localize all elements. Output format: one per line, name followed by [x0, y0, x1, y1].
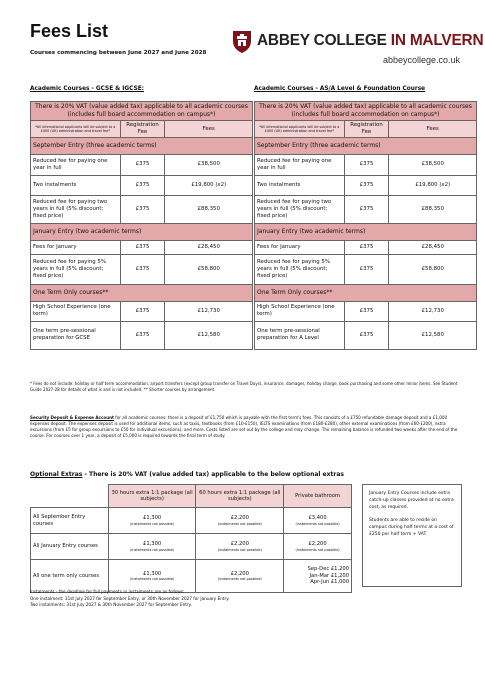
row-reg: £375 [120, 175, 165, 195]
col-registration: Registration Fee [344, 121, 389, 138]
price: £2,200 [230, 541, 249, 548]
instalments-one: One instalment: 31st July 2027 for September Entry, or 30th November 2027 for January Entry. [30, 595, 230, 601]
row-fee: £58,800 [165, 254, 253, 284]
table-row [255, 321, 477, 349]
section-row [31, 284, 253, 301]
table-row [31, 240, 253, 254]
info-january-catchup: January Entry Courses include extra catch-up classes provided at no extra cost, as required. [369, 491, 454, 511]
row-reg: £375 [120, 154, 165, 175]
logo-wordmark-primary: ABBEY COLLEGE [257, 32, 391, 49]
row-label: Reduced fee for paying two years in full (5% discount; fixed price) [255, 195, 345, 223]
row-fee: £58,800 [389, 254, 477, 284]
column-header-row [31, 485, 352, 508]
price-note: (instalments not possible) [217, 521, 262, 526]
empty-cell [31, 485, 109, 508]
optional-extras-label: Optional Extras [30, 471, 83, 478]
price-note: (instalments not possible) [130, 547, 175, 552]
col-fees: Fees [389, 121, 477, 138]
sept-entry-heading: September Entry (three academic terms) [255, 137, 477, 154]
table-row [255, 254, 477, 284]
row-reg: £375 [344, 321, 389, 349]
fees-footnote: * Fees do not include: holiday or half term accommodation, airport transfers (except group transfer on Travel Days), insurance, damages, holiday charge, book purchasing and some other minor items. See Student Guide 2027-28 for details of what is and is not included. ** Shorter courses by arrangement. [30, 381, 458, 392]
deposit-paragraph [30, 415, 462, 440]
cell [108, 560, 196, 593]
table-row [31, 175, 253, 195]
logo-wordmark [257, 32, 483, 50]
one-term-heading: One Term Only courses** [31, 284, 253, 301]
row-label: One term pre-sessional preparation for A Level [255, 321, 345, 349]
col-fees: Fees [165, 121, 253, 138]
row-reg: £375 [344, 175, 389, 195]
vat-notice-row [255, 102, 477, 121]
row-label: All September Entry courses [31, 508, 109, 534]
row-fee: £28,450 [165, 240, 253, 254]
table-row [31, 321, 253, 349]
term-price: Sep-Dec £1,200 [307, 566, 349, 573]
row-fee: £12,580 [165, 321, 253, 349]
crest-icon [230, 28, 254, 54]
optional-extras-vat: - There is 20% VAT (value added tax) applicable to the below optional extras [82, 471, 344, 478]
admin-fee-note: *All international applicants will be subject to a £400 (UK) administration and travel fee* [255, 121, 345, 138]
row-label: All January Entry courses [31, 534, 109, 560]
price: £1,300 [143, 515, 162, 522]
row-fee: £19,800 (x2) [165, 175, 253, 195]
vat-notice-sub: (includes full board accommodation on campus*) [291, 111, 440, 119]
section-row [255, 137, 477, 154]
col-registration: Registration Fee [120, 121, 165, 138]
instalments-heading: Instalments - the deadline for full payments in instalments are as follows: [30, 589, 185, 594]
section-row [255, 223, 477, 240]
vat-notice: There is 20% VAT (value added tax) applicable to all academic courses [259, 103, 472, 110]
instalments-two: Two instalments: 31st July 2027 & 30th November 2027 for September Entry. [30, 602, 192, 608]
cell [196, 560, 284, 593]
row-label: All one term only courses [31, 560, 109, 593]
row-reg: £375 [120, 321, 165, 349]
section-row [31, 223, 253, 240]
cell [196, 534, 284, 560]
alevel-heading: Academic Courses - AS/A Level & Foundation Course [254, 86, 426, 92]
table-row [31, 301, 253, 321]
row-fee: £12,730 [165, 301, 253, 321]
row-label: High School Experience (one term) [31, 301, 121, 321]
price: £1,300 [143, 541, 162, 548]
price-note: (instalments not possible) [217, 577, 262, 582]
column-header-row [31, 121, 253, 138]
alevel-fees-table [254, 101, 477, 350]
row-label: High School Experience (one term) [255, 301, 345, 321]
price: £2,200 [230, 570, 249, 577]
price: £3,400 [308, 515, 327, 522]
optional-extras-heading [30, 471, 344, 478]
section-row [31, 137, 253, 154]
info-half-term-stay: Students are able to reside on campus during half terms at a cost of £250 per half term + VAT. [369, 517, 454, 537]
sept-entry-heading: September Entry (three academic terms) [31, 137, 253, 154]
table-row [31, 508, 352, 534]
cell [284, 508, 352, 534]
cell [108, 534, 196, 560]
row-reg: £375 [120, 254, 165, 284]
col-30-hours: 30 hours extra 1:1 package (all subjects) [108, 485, 196, 508]
cell [108, 508, 196, 534]
row-reg: £375 [120, 195, 165, 223]
instalments-info [30, 589, 360, 609]
row-reg: £375 [344, 301, 389, 321]
cell [196, 508, 284, 534]
optional-extras-table [30, 484, 352, 593]
row-label: Two instalments [31, 175, 121, 195]
vat-notice: There is 20% VAT (value added tax) applicable to all academic courses [35, 103, 248, 110]
row-reg: £375 [344, 254, 389, 284]
row-label: Fees for January [31, 240, 121, 254]
row-label: Reduced fee for paying two years in full (5% discount; fixed price) [31, 195, 121, 223]
row-label: One term pre-sessional preparation for GCSE [31, 321, 121, 349]
vat-notice-row [31, 102, 253, 121]
table-row [31, 195, 253, 223]
table-row [255, 154, 477, 175]
info-box [362, 484, 462, 587]
row-fee: £38,500 [165, 154, 253, 175]
college-logo [230, 28, 484, 68]
deposit-text: for all academic courses: there is a deposit of £1,750 which is payable with the first term's fees. This consists of a £750 refundable damage deposit and a £1,000 expenses deposit. The expenses deposit is used for additional items, such as taxis, textbooks (from £10-£150), IELTS examinations (from £180-£280), other external examinations (from £60-£200), extra excursions (from £5 for group excursions to £50 for individual excursions), and more. Costs listed are set out by the college and may change. The remaining balance is refunded two weeks after the end of the course. For courses over 1 year, a deposit of £5,000 is required towards the final term of study. [30, 415, 458, 439]
row-fee: £12,730 [389, 301, 477, 321]
row-reg: £375 [344, 154, 389, 175]
deposit-label: Security Deposit & Expense Account [30, 415, 114, 420]
row-reg: £375 [120, 240, 165, 254]
row-fee: £38,500 [389, 154, 477, 175]
cell [284, 534, 352, 560]
table-row [31, 154, 253, 175]
price-note: (instalments not possible) [295, 547, 340, 552]
table-row [255, 175, 477, 195]
column-header-row [255, 121, 477, 138]
admin-fee-note: *All international applicants will be subject to a £400 (UK) administration and travel fee* [31, 121, 121, 138]
col-private-bathroom: Private bathroom [284, 485, 352, 508]
price-note: (instalments not possible) [130, 521, 175, 526]
row-fee: £12,580 [389, 321, 477, 349]
price: £1,300 [143, 570, 162, 577]
section-row [255, 284, 477, 301]
row-label: Reduced fee for paying one year in full [31, 154, 121, 175]
price-note: (instalments not possible) [130, 577, 175, 582]
gcse-fees-table [30, 101, 253, 350]
price-note: (instalments not possible) [295, 521, 340, 526]
gcse-heading: Academic Courses - GCSE & IGCSE: [30, 86, 144, 92]
one-term-heading: One Term Only courses** [255, 284, 477, 301]
cell [284, 560, 352, 593]
logo-url[interactable]: abbeycollege.co.uk [382, 55, 460, 65]
term-price: Apr-Jun £1,000 [310, 579, 349, 586]
table-row [31, 534, 352, 560]
price: £2,200 [308, 541, 327, 548]
row-label: Fees for January [255, 240, 345, 254]
col-60-hours: 60 hours extra 1:1 package (all subjects) [196, 485, 284, 508]
row-fee: £88,350 [165, 195, 253, 223]
row-fee: £28,450 [389, 240, 477, 254]
row-fee: £88,350 [389, 195, 477, 223]
page-title: Fees List [30, 21, 109, 41]
jan-entry-heading: January Entry (two academic terms) [31, 223, 253, 240]
row-reg: £375 [344, 240, 389, 254]
jan-entry-heading: January Entry (two academic terms) [255, 223, 477, 240]
row-label: Reduced fee for paying 5% years in full (5% discount; fixed price) [31, 254, 121, 284]
vat-notice-sub: (includes full board accommodation on campus*) [67, 111, 216, 119]
term-price: Jan-Mar £1,200 [309, 572, 349, 579]
row-reg: £375 [120, 301, 165, 321]
table-row [31, 560, 352, 593]
row-label: Reduced fee for paying 5% years in full (5% discount; fixed price) [255, 254, 345, 284]
page-subtitle: Courses commencing between June 2027 and June 2028 [30, 50, 207, 56]
row-label: Two instalments [255, 175, 345, 195]
row-fee: £19,800 (x2) [389, 175, 477, 195]
row-reg: £375 [344, 195, 389, 223]
price: £2,200 [230, 515, 249, 522]
table-row [255, 195, 477, 223]
row-label: Reduced fee for paying one year in full [255, 154, 345, 175]
price-note: (instalments not possible) [217, 547, 262, 552]
table-row [255, 301, 477, 321]
table-row [255, 240, 477, 254]
table-row [31, 254, 253, 284]
logo-wordmark-secondary: IN MALVERN [390, 32, 484, 49]
